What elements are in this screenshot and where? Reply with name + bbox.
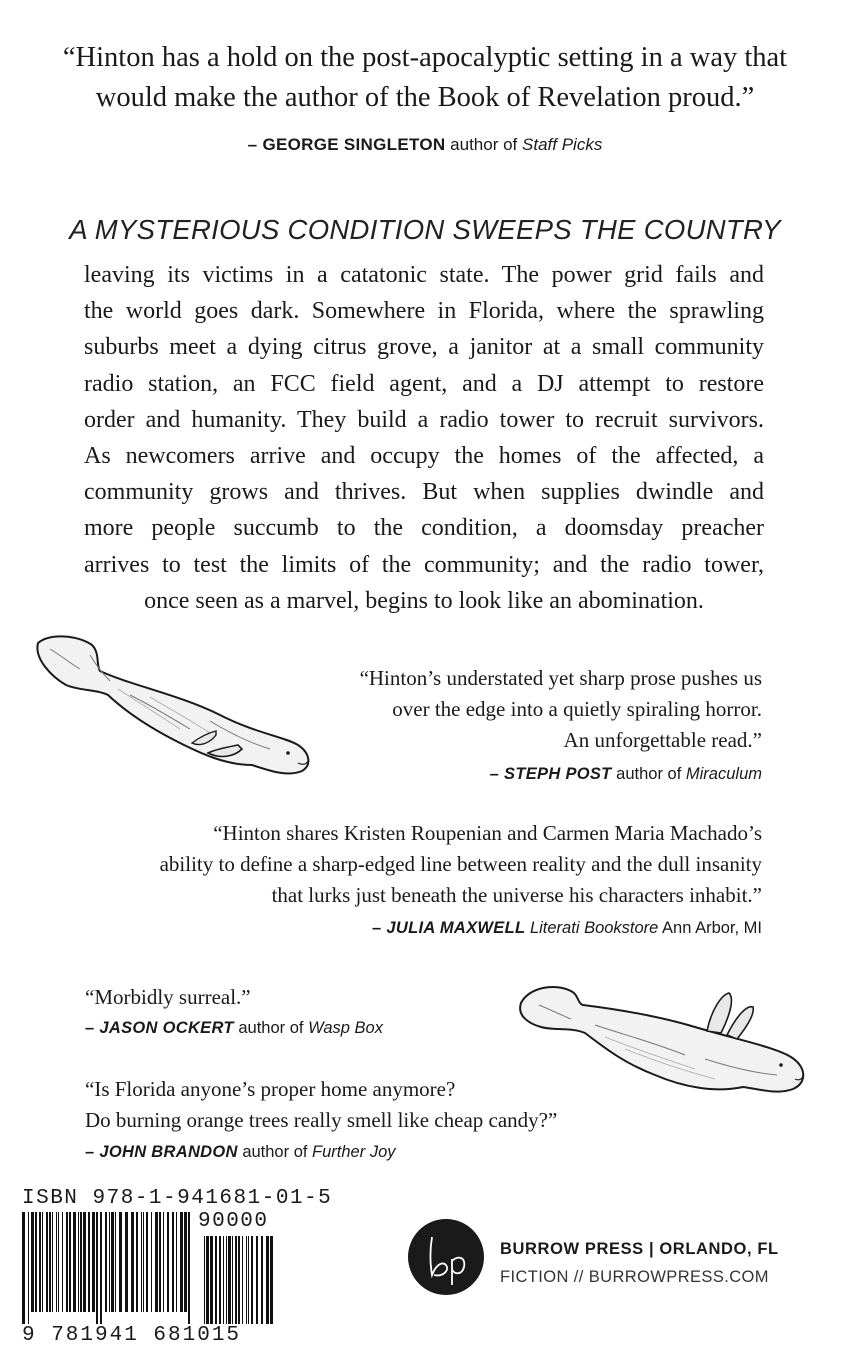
barcode-bar (28, 1212, 29, 1324)
attribution-jason-ockert (85, 1019, 383, 1038)
barcode-bar (105, 1212, 107, 1312)
barcode-bar (228, 1236, 231, 1324)
barcode-bar (109, 1212, 110, 1312)
barcode-bar (204, 1236, 205, 1324)
attribution-role: author of (445, 135, 523, 154)
attribution-role: author of (237, 1143, 313, 1161)
bp-monogram-icon (408, 1219, 484, 1295)
synopsis-body (84, 257, 764, 619)
barcode-bar (223, 1236, 224, 1324)
barcode-bar (80, 1212, 82, 1312)
isbn-label: ISBN 978-1-941681-01-5 (22, 1187, 333, 1210)
synopsis-headline: A MYSTERIOUS CONDITION SWEEPS THE COUNTRY (69, 214, 781, 245)
barcode-bar (92, 1212, 95, 1312)
top-blurb (0, 38, 850, 119)
barcode-bar (163, 1212, 164, 1312)
barcode-bar (180, 1212, 183, 1312)
quote-line: ability to define a sharp-edged line between reality and the dull insanity (159, 852, 762, 876)
barcode-bar (69, 1212, 71, 1312)
attribution-john-brandon (85, 1143, 396, 1162)
attribution-dash: – (85, 1143, 100, 1161)
attribution-julia-maxwell (372, 919, 762, 938)
barcode-bar (261, 1236, 263, 1324)
attribution-name: JASON OCKERT (99, 1019, 234, 1037)
attribution-dash: – (489, 765, 505, 783)
barcode-bar (270, 1236, 273, 1324)
attribution-work: Literati Bookstore (525, 919, 659, 937)
quote-line: “Morbidly surreal.” (85, 985, 251, 1009)
barcode-bar (242, 1236, 243, 1324)
quote-line: An unforgettable read.” (563, 728, 762, 752)
publisher-subline: FICTION // BURROWPRESS.COM (500, 1268, 769, 1286)
barcode-bar (66, 1212, 68, 1312)
barcode-bar (88, 1212, 90, 1312)
barcode-bar (251, 1236, 253, 1324)
barcode-bar (83, 1212, 86, 1312)
barcode-bar (115, 1212, 116, 1312)
barcode-bar (143, 1212, 144, 1312)
synopsis-line: once seen as a marvel, begins to look like an abomination. (144, 587, 704, 614)
attribution-dash: – (85, 1019, 100, 1037)
quote-jason-ockert (85, 982, 445, 1013)
attribution-dash: – (372, 919, 387, 937)
barcode-bar (35, 1212, 37, 1312)
barcode-bar (39, 1212, 41, 1312)
synopsis-line: more people succumb to the condition, a doomsday preacher (84, 515, 764, 542)
barcode-bar (136, 1212, 138, 1312)
barcode-bar (151, 1212, 152, 1312)
quote-line: “Hinton shares Kristen Roupenian and Carmen Maria Machado’s (213, 821, 762, 845)
attribution-place: Ann Arbor, MI (658, 919, 762, 937)
burrow-press-logo (408, 1219, 484, 1295)
barcode-bar (172, 1212, 174, 1312)
barcode-bar (215, 1236, 217, 1324)
attribution-steph-post (490, 765, 762, 784)
attribution-work: Miraculum (685, 765, 762, 783)
attribution-role: author of (611, 765, 686, 783)
barcode-bar (22, 1212, 25, 1324)
synopsis-line: radio station, an FCC field agent, and a DJ attempt to restore (84, 370, 764, 397)
barcode-bar (119, 1212, 122, 1312)
barcode-bar (42, 1212, 43, 1312)
attribution-dash: – (247, 135, 263, 154)
attribution-work: Wasp Box (308, 1019, 383, 1037)
barcode-bar (49, 1212, 51, 1312)
barcode-bar (111, 1212, 114, 1312)
barcode-bar (73, 1212, 76, 1312)
barcode-bar (96, 1212, 98, 1324)
synopsis-line: the world goes dark. Somewhere in Florida, where the sprawling (84, 298, 764, 325)
synopsis-line: community grows and thrives. But when supplies dwindle and (84, 479, 764, 506)
ean-digits: 9 781941 681015 (22, 1324, 242, 1347)
attribution-name: GEORGE SINGLETON (262, 135, 446, 154)
synopsis-line: As newcomers arrive and occupy the homes of the affected, a (84, 443, 764, 470)
barcode-bar (58, 1212, 59, 1312)
barcode-bar (46, 1212, 48, 1312)
barcode-bar (159, 1212, 161, 1312)
top-blurb-line-1: “Hinton has a hold on the post-apocalyptic setting in a way that (62, 42, 788, 73)
barcode-bar (219, 1236, 221, 1324)
barcode-bar (238, 1236, 240, 1324)
attribution-name: JULIA MAXWELL (386, 919, 526, 937)
barcode-bar (31, 1212, 34, 1312)
barcode-bar (256, 1236, 258, 1324)
quote-line: over the edge into a quietly spiraling horror. (392, 697, 762, 721)
isbn-barcode (22, 1187, 333, 1347)
barcode-bar (248, 1236, 249, 1324)
barcode-bar (62, 1212, 63, 1312)
price-code-label: 90000 (198, 1210, 269, 1233)
quote-line: “Hinton’s understated yet sharp prose pushes us (359, 666, 762, 690)
top-blurb-line-2: would make the author of the Book of Revelation proud.” (95, 82, 755, 114)
barcode-bar (210, 1236, 213, 1324)
synopsis-line: leaving its victims in a catatonic state. The power grid fails and (84, 262, 764, 288)
barcode-bar (131, 1212, 134, 1312)
barcode-bar (176, 1212, 177, 1312)
barcode-bar (235, 1236, 237, 1324)
synopsis-line: arrives to test the limits of the community; and the radio tower, (84, 551, 764, 578)
top-blurb-attribution (0, 135, 850, 155)
attribution-name: STEPH POST (504, 765, 612, 783)
barcode-bar (155, 1212, 158, 1312)
attribution-role: author of (233, 1019, 309, 1037)
barcode-bar (232, 1236, 233, 1324)
quote-line: Do burning orange trees really smell like cheap candy?” (85, 1108, 558, 1132)
ean-barcode-bars (22, 1212, 192, 1324)
synopsis-line: order and humanity. They build a radio tower to recruit survivors. (84, 406, 764, 433)
barcode-bar (266, 1236, 269, 1324)
barcode-bar (125, 1212, 128, 1312)
quote-line: that lurks just beneath the universe his characters inhabit.” (271, 883, 762, 907)
barcode-bar (246, 1236, 247, 1324)
quote-julia-maxwell (42, 818, 762, 911)
addon-barcode-bars (204, 1236, 274, 1336)
quote-line: “Is Florida anyone’s proper home anymore? (85, 1077, 456, 1101)
attribution-name: JOHN BRANDON (99, 1143, 238, 1161)
barcode-bar (184, 1212, 187, 1312)
barcode-bar (146, 1212, 148, 1312)
attribution-work: Further Joy (312, 1143, 396, 1161)
barcode-bar (100, 1212, 102, 1324)
quote-john-brandon (85, 1074, 645, 1136)
barcode-bar (188, 1212, 190, 1324)
barcode-bar (78, 1212, 79, 1312)
barcode-bar (167, 1212, 169, 1312)
publisher-name: BURROW PRESS | ORLANDO, FL (500, 1240, 779, 1258)
barcode-bar (206, 1236, 209, 1324)
barcode-bar (56, 1212, 57, 1312)
barcode-bar (52, 1212, 53, 1312)
attribution-work: Staff Picks (522, 135, 603, 154)
quote-steph-post (292, 663, 762, 756)
barcode-bar (226, 1236, 227, 1324)
barcode-bar (141, 1212, 142, 1312)
manatee-illustration-left (30, 625, 320, 785)
synopsis-line: suburbs meet a dying citrus grove, a janitor at a small community (84, 334, 764, 361)
